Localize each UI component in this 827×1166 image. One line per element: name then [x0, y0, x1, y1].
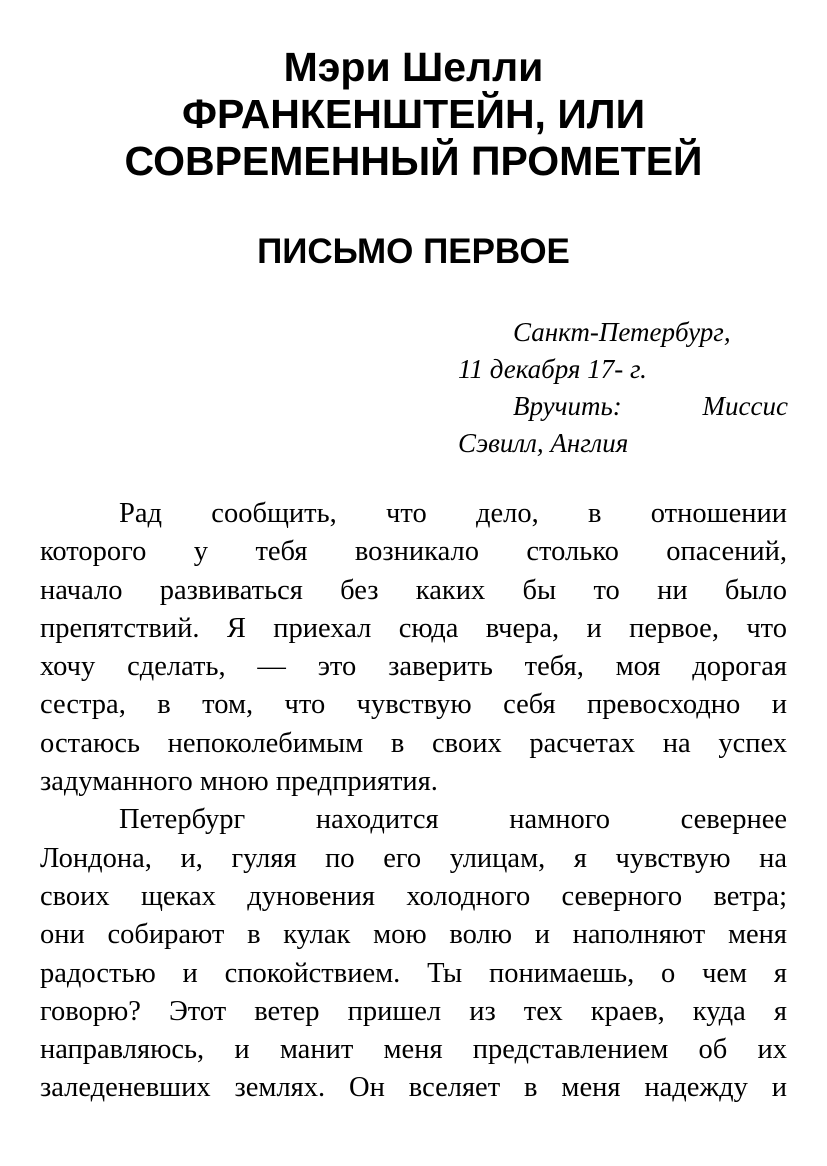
text-line: радостью и спокойствием. Ты понимаешь, о чем я: [40, 957, 787, 989]
author-name: Мэри Шелли: [283, 44, 544, 90]
text-line: направляюсь, и манит меня представлением об их: [40, 1034, 787, 1066]
deliver-label: Вручить:: [513, 391, 622, 421]
letter-recipient-line: [458, 388, 788, 425]
book-title-block: [0, 44, 827, 185]
paragraph-1: [40, 495, 787, 801]
recipient-title: Миссис: [702, 391, 788, 421]
book-title-line-2: СОВРЕМЕННЫЙ ПРОМЕТЕЙ: [124, 138, 703, 184]
text-line: заледеневших землях. Он вселяет в меня надежду и: [40, 1072, 787, 1104]
letter-place: Санкт-Петербург,: [513, 317, 731, 347]
letter-date: 11 декабря 17- г.: [458, 354, 647, 384]
text-line: препятствий. Я приехал сюда вчера, и первое, что: [40, 612, 787, 644]
text-line: Петербург находится намного севернее: [119, 804, 787, 836]
text-line: хочу сделать, — это заверить тебя, моя дорогая: [40, 651, 787, 683]
text-line: говорю? Этот ветер пришел из тех краев, куда я: [40, 995, 787, 1027]
text-line: своих щеках дуновения холодного северного ветра;: [40, 880, 787, 912]
text-line: Рад сообщить, что дело, в отношении: [119, 498, 787, 529]
text-line: сестра, в том, что чувствую себя превосходно и: [40, 689, 787, 721]
letter-body: [40, 495, 787, 1108]
book-title-line-1: ФРАНКЕНШТЕЙН, ИЛИ: [181, 91, 646, 137]
text-line: которого у тебя возникало столько опасений,: [40, 536, 787, 568]
text-line: остаюсь непоколебимым в своих расчетах на успех: [40, 727, 787, 759]
text-line: Лондона, и, гуляя по его улицам, я чувствую на: [40, 842, 787, 874]
text-line: задуманного мною предприятия.: [40, 766, 438, 798]
recipient-name: Сэвилл, Англия: [458, 428, 629, 458]
chapter-title: ПИСЬМО ПЕРВОЕ: [257, 232, 570, 271]
text-line: они собирают в кулак мою волю и наполняют меня: [40, 919, 787, 951]
text-line: начало развиваться без каких бы то ни было: [40, 574, 787, 606]
letter-header: [458, 314, 788, 462]
paragraph-2: [40, 801, 787, 1107]
